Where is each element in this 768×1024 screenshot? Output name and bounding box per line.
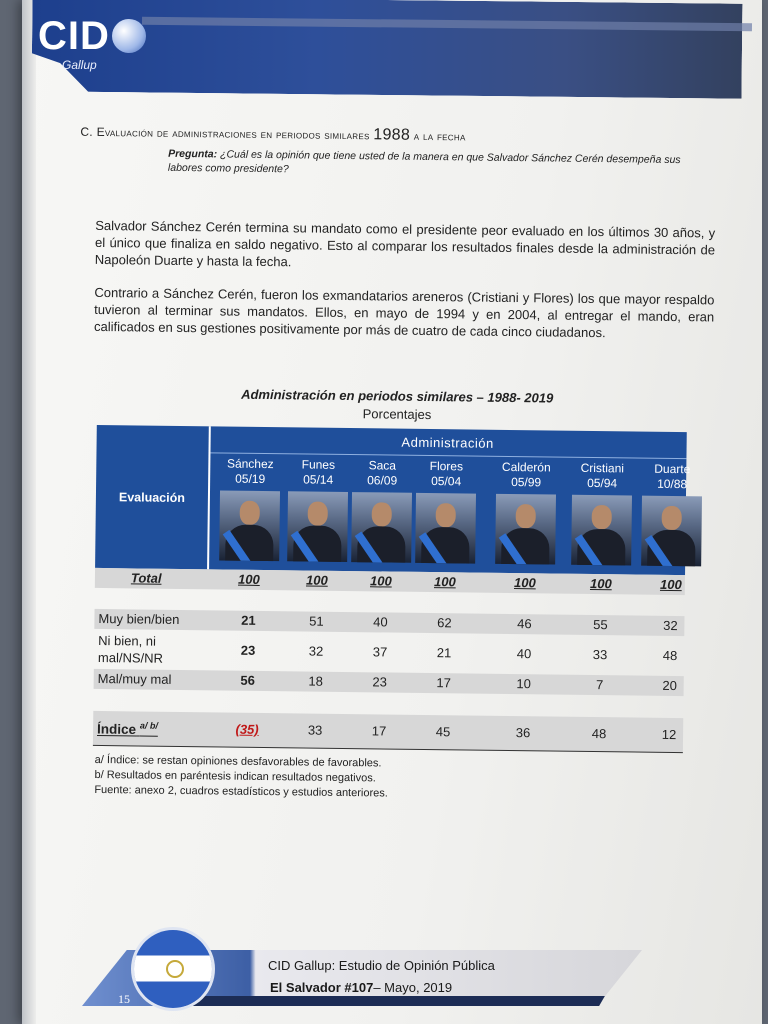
column-date: 05/99 [511,475,542,490]
table-title: Administración en periodos similares – 1988- 2019 [241,386,554,406]
document-page [22,0,762,1024]
column-name: Flores [429,459,464,474]
evaluation-header: Evaluación [95,425,211,569]
table-cell: 100 [513,575,536,591]
table-cell: 100 [237,571,260,587]
column-date: 05/14 [303,472,334,487]
column-saca [347,458,416,563]
table-cell: 18 [308,673,324,689]
row-label-line2: mal/NS/NR [97,649,164,666]
table-cell: 100 [589,575,612,592]
table-cell: 17 [371,723,387,739]
footer-line-1: CID Gallup: Estudio de Opinión Pública [268,958,495,973]
table-cell: 40 [373,614,388,630]
administration-header: Administración [401,434,494,451]
table-cell-negative: (35) [235,721,259,737]
column-name: Duarte [654,461,691,477]
table-cell: 10 [516,676,532,692]
question-text: ¿Cuál es la opinión que tiene usted de la manera en que Salvador Sánchez Cerén desempeña sus labores como presidente? [167,148,681,176]
row-label-line1: Ni bien, ni [98,632,157,649]
column-name: Calderón [501,459,551,475]
column-flores [411,459,480,564]
table-cell: 100 [659,576,682,593]
index-row [93,711,683,753]
row-label [97,720,158,737]
president-photo [571,495,632,566]
president-photo [495,494,556,565]
table-cell: 12 [661,726,677,743]
note-source: Fuente: anexo 2, cuadros estadísticos y estudios anteriores. [94,783,388,800]
table-cell: 40 [516,646,532,662]
table-cell: 21 [436,645,452,661]
table-cell: 21 [241,612,256,628]
column-date: 05/19 [235,471,266,487]
table-header [95,425,691,575]
column-name: Funes [301,457,336,472]
table-cell: 37 [372,644,388,660]
note-b: b/ Resultados en paréntesis indican resultados negativos. [94,768,376,785]
table-cell: 48 [662,647,678,664]
president-photo [287,491,348,562]
table-cell: 62 [437,615,452,631]
table-cell: 100 [433,574,456,590]
column-funes [283,457,352,562]
row-label: Muy bien/bien [98,610,180,627]
table-cell: 45 [435,724,451,740]
table-cell: 46 [517,616,532,632]
paragraph-1: Salvador Sánchez Cerén termina su mandato como el presidente peor evaluado en los últimos 30 años, y el único que finaliza en saldo negativo. Esto al comparar los resultados finales desde la administración de Napoleón Duarte y hasta la fecha. [94,217,716,270]
table-cell: 36 [515,725,531,741]
table-cell: 48 [591,726,607,742]
section-title-year: 1988 [373,126,411,144]
table-notes [94,753,388,802]
row-label [98,632,163,667]
column-date: 10/88 [657,476,688,492]
row-label: Mal/muy mal [97,670,172,687]
table-cell: 23 [372,674,388,690]
president-photo [351,492,412,563]
table-cell: 100 [369,573,392,589]
table-cell: 33 [307,722,323,738]
table-cell: 7 [595,677,604,693]
table-cell: 20 [662,677,677,694]
table-subtitle: Porcentajes [362,406,432,423]
page-number: 15 [118,992,130,1006]
index-label: Índice [97,721,137,737]
column-calderon [491,460,560,565]
president-photo [641,496,702,567]
column-name: Saca [368,458,397,473]
footer-date: – Mayo, 2019 [373,980,453,995]
section-title-text: C. Evaluación de administraciones en periodos similares [80,124,370,143]
column-name: Cristiani [580,460,625,476]
logo-subtitle: Gallup [62,58,97,72]
logo-text: CID [38,14,110,58]
president-photo [415,493,476,564]
flag-emblem-icon [166,960,184,978]
table-cell: 32 [663,617,678,634]
index-footnote-marks: a/ b/ [139,720,159,731]
footer-study-number: El Salvador #107 [270,980,374,995]
section-title-tail: a la fecha [413,128,466,144]
table-cell: 32 [308,643,324,659]
survey-question [168,147,708,182]
evaluation-table [97,425,691,743]
note-a: a/ Índice: se restan opiniones desfavorables de favorables. [94,753,382,770]
column-sanchez [215,456,284,561]
page-content [22,0,762,1024]
table-row-ni-bien [94,630,684,675]
column-cristiani [567,461,636,566]
column-name: Sánchez [226,456,274,472]
table-cell: 55 [593,617,608,633]
section-title [80,123,465,146]
table-cell: 51 [309,613,324,629]
column-date: 06/09 [367,473,398,488]
table-cell: 33 [592,647,608,663]
column-duarte [637,462,706,567]
footer-line-2 [270,980,452,995]
table-cell: 23 [240,642,256,658]
question-label: Pregunta: [168,147,218,161]
table-cell: 100 [305,572,328,588]
table-cell: 17 [436,675,452,691]
column-date: 05/94 [587,475,618,491]
paragraph-2: Contrario a Sánchez Cerén, fueron los exmandatarios areneros (Cristiani y Flores) los que mayor respaldo tuvieron al terminar sus mandatos. Ellos, en mayo de 1994 y en 2004, al entregar el mando, eran calificados en sus gestiones positivamente por más de cuatro de cada cinco ciudadanos. [93,284,715,341]
row-label: Total [130,570,162,586]
footer-dark-stripe [169,996,605,1006]
president-photo [219,490,280,561]
column-date: 05/04 [431,474,462,489]
table-cell: 56 [240,672,256,688]
